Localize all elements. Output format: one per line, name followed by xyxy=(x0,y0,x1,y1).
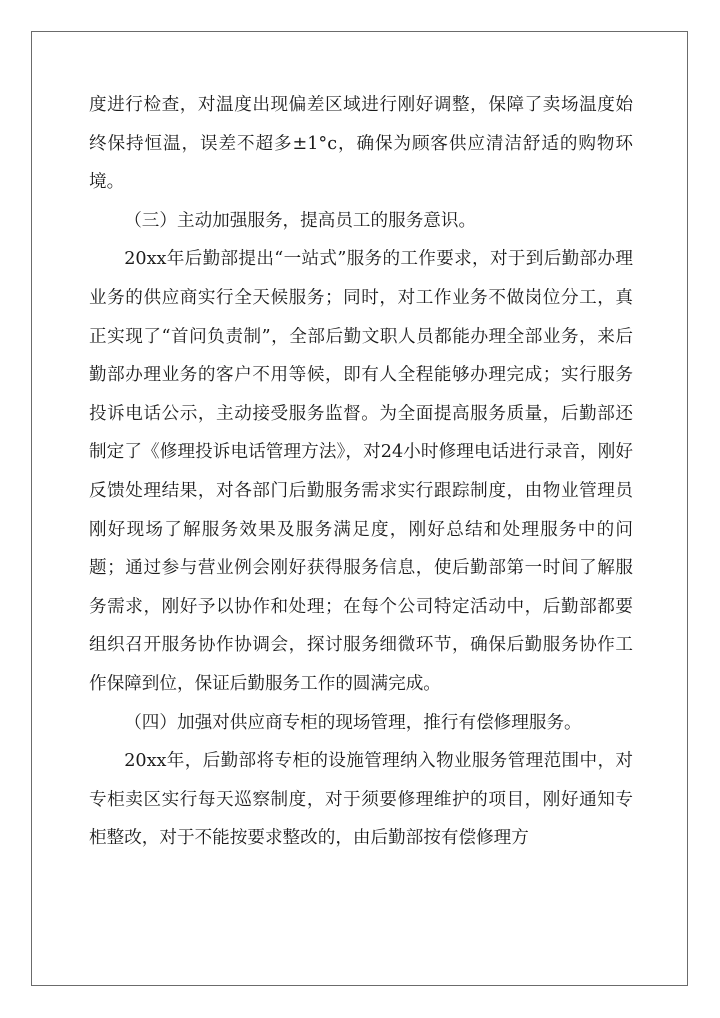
paragraph-counter-management: 20xx年，后勤部将专柜的设施管理纳入物业服务管理范围中，对专柜卖区实行每天巡察制度，对于须要修理维护的项目，刚好通知专柜整改，对于不能按要求整改的，由后勤部按有偿修理方 xyxy=(89,751,633,849)
document-body xyxy=(89,86,633,858)
paragraph-continuation: 度进行检查，对温度出现偏差区域进行刚好调整，保障了卖场温度始终保持恒温，误差不超多±1°c，确保为顾客供应清洁舒适的购物环境。 xyxy=(89,95,633,193)
section-heading-3: （三）主动加强服务，提高员工的服务意识。 xyxy=(124,210,477,231)
paragraph-service: 20xx年后勤部提出“一站式”服务的工作要求，对于到后勤部办理业务的供应商实行全天候服务；同时，对工作业务不做岗位分工，真正实现了“首问负责制”，全部后勤文职人员都能办理全部业务，来后勤部办理业务的客户不用等候，即有人全程能够办理完成；实行服务投诉电话公示，主动接受服务监督。为全面提高服务质量，后勤部还制定了《修理投诉电话管理方法》，对24小时修理电话进行录音，刚好反馈处理结果，对各部门后勤服务需求实行跟踪制度，由物业管理员刚好现场了解服务效果及服务满足度，刚好总结和处理服务中的问题；通过参与营业例会刚好获得服务信息，使后勤部第一时间了解服务需求，刚好予以协作和处理；在每个公司特定活动中，后勤部都要组织召开服务协作协调会，探讨服务细微环节，确保后勤服务协作工作保障到位，保证后勤服务工作的圆满完成。 xyxy=(89,249,633,694)
section-heading-4: （四）加强对供应商专柜的现场管理，推行有偿修理服务。 xyxy=(124,712,582,733)
